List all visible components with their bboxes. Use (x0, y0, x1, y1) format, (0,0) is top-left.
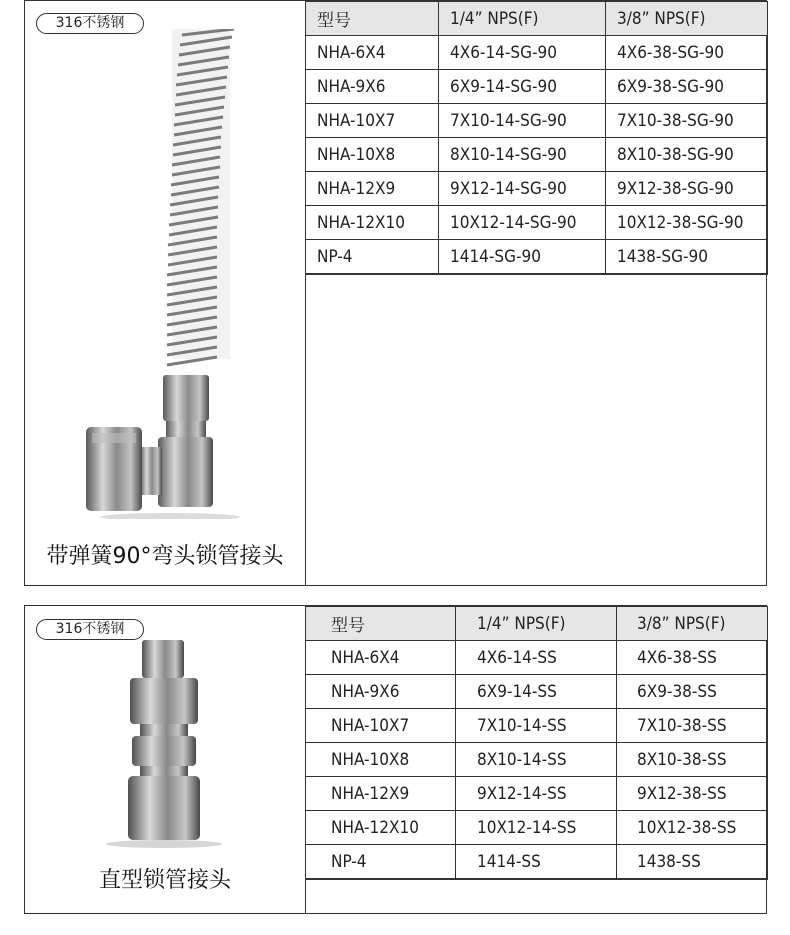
part-cell: 4X6-38-SS (617, 641, 768, 675)
part-cell: 1414-SS (456, 845, 617, 879)
part-cell: 9X12-14-SS (456, 777, 617, 811)
table-row (306, 104, 768, 138)
part-cell: 7X10-38-SG-90 (606, 104, 768, 138)
part-cell: 4X6-14-SS (456, 641, 617, 675)
model-cell: NHA-6X4 (306, 36, 439, 70)
header-three-eighths-inch: 3/8” NPS(F) (606, 2, 768, 36)
part-cell: 6X9-14-SS (456, 675, 617, 709)
part-cell: 1414-SG-90 (439, 240, 606, 274)
model-cell: NHA-12X10 (306, 811, 456, 845)
part-cell: 8X10-14-SG-90 (439, 138, 606, 172)
table-row (306, 138, 768, 172)
model-cell: NHA-10X8 (306, 743, 456, 777)
part-cell: 7X10-14-SS (456, 709, 617, 743)
model-cell: NHA-9X6 (306, 70, 439, 104)
table-header-row (306, 2, 768, 36)
product-caption: 带弹簧90°弯头锁管接头 (46, 544, 284, 569)
model-cell: NHA-10X7 (306, 709, 456, 743)
part-cell: 8X10-38-SS (617, 743, 768, 777)
model-cell: NHA-6X4 (306, 641, 456, 675)
model-cell: NHA-12X9 (306, 777, 456, 811)
model-cell: NHA-10X8 (306, 138, 439, 172)
empty-row (306, 274, 768, 275)
part-cell: 1438-SG-90 (606, 240, 768, 274)
part-cell: 1438-SS (617, 845, 768, 879)
table-row (306, 709, 768, 743)
model-cell: NHA-12X9 (306, 172, 439, 206)
part-cell: 6X9-14-SG-90 (439, 70, 606, 104)
product-caption: 直型锁管接头 (98, 868, 231, 893)
part-cell: 9X12-38-SS (617, 777, 768, 811)
table-row (306, 811, 768, 845)
material-badge: 316不锈钢 (36, 619, 144, 640)
part-cell: 4X6-38-SG-90 (606, 36, 768, 70)
table-row (306, 675, 768, 709)
model-cell: NHA-12X10 (306, 206, 439, 240)
straight-fitting-image (100, 638, 230, 850)
table-row (306, 743, 768, 777)
table-row (306, 777, 768, 811)
part-cell: 9X12-14-SG-90 (439, 172, 606, 206)
table-header-row (306, 607, 768, 641)
part-cell: 8X10-14-SS (456, 743, 617, 777)
table-row (306, 240, 768, 274)
header-model: 型号 (306, 607, 456, 641)
part-cell: 6X9-38-SS (617, 675, 768, 709)
table-row (306, 70, 768, 104)
part-cell: 6X9-38-SG-90 (606, 70, 768, 104)
part-cell: 10X12-38-SS (617, 811, 768, 845)
table-row (306, 172, 768, 206)
part-cell: 7X10-38-SS (617, 709, 768, 743)
table-row (306, 845, 768, 879)
model-cell: NHA-9X6 (306, 675, 456, 709)
part-cell: 10X12-14-SS (456, 811, 617, 845)
table-row (306, 641, 768, 675)
part-cell: 7X10-14-SG-90 (439, 104, 606, 138)
table-row (306, 206, 768, 240)
model-table (305, 1, 768, 275)
part-cell: 8X10-38-SG-90 (606, 138, 768, 172)
material-badge: 316不锈钢 (36, 13, 144, 34)
part-cell: 10X12-14-SG-90 (439, 206, 606, 240)
model-cell: NP-4 (306, 845, 456, 879)
product-panel-elbow (24, 0, 767, 586)
header-quarter-inch: 1/4” NPS(F) (439, 2, 606, 36)
empty-row (306, 879, 768, 880)
part-cell: 9X12-38-SG-90 (606, 172, 768, 206)
product-panel-straight (24, 605, 767, 914)
model-cell: NHA-10X7 (306, 104, 439, 138)
header-model: 型号 (306, 2, 439, 36)
product-image-area (25, 606, 306, 913)
model-cell: NP-4 (306, 240, 439, 274)
model-table (305, 606, 768, 880)
header-three-eighths-inch: 3/8” NPS(F) (617, 607, 768, 641)
table-row (306, 36, 768, 70)
header-quarter-inch: 1/4” NPS(F) (456, 607, 617, 641)
part-cell: 10X12-38-SG-90 (606, 206, 768, 240)
product-image-area (25, 1, 306, 585)
part-cell: 4X6-14-SG-90 (439, 36, 606, 70)
elbow-fitting-image (80, 29, 260, 519)
